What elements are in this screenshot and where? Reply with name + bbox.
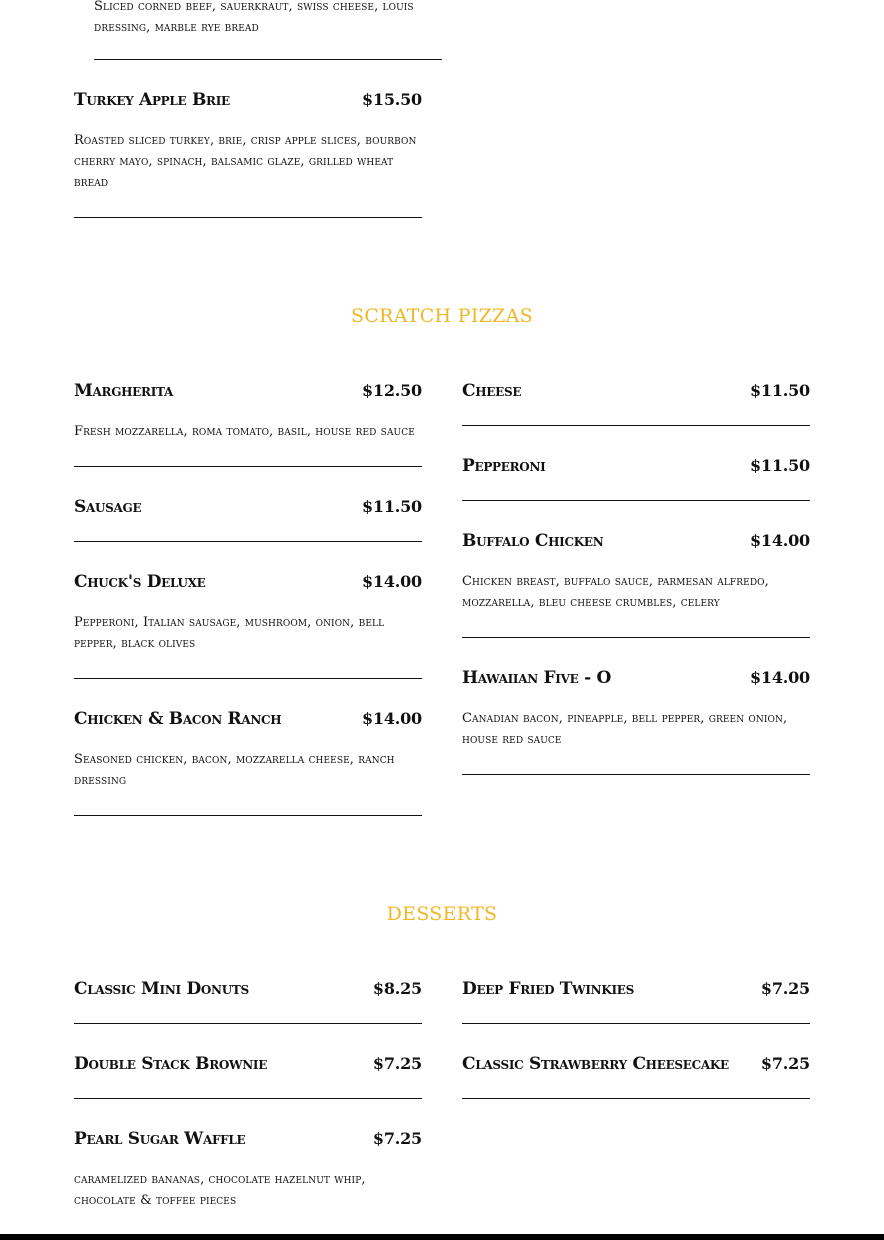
menu-item-classic-mini-donuts xyxy=(74,979,422,1003)
item-name: Pearl Sugar Waffle xyxy=(74,1129,246,1149)
item-divider xyxy=(74,466,422,467)
item-name: Classic Strawberry Cheesecake xyxy=(462,1054,729,1074)
item-divider xyxy=(74,1023,422,1024)
menu-item-cheese xyxy=(462,381,810,405)
menu-item-double-stack-brownie xyxy=(74,1054,422,1078)
item-price: $14.00 xyxy=(361,709,422,728)
menu-item-chicken-bacon-ranch xyxy=(74,709,422,791)
item-price: $8.25 xyxy=(372,979,422,998)
item-price: $7.25 xyxy=(372,1129,422,1148)
item-name: Deep Fried Twinkies xyxy=(462,979,634,999)
menu-item-classic-strawberry-cheesecake xyxy=(462,1054,810,1078)
footer-bar xyxy=(0,1234,884,1240)
item-price: $7.25 xyxy=(372,1054,422,1073)
menu-item-chucks-deluxe xyxy=(74,572,422,654)
item-divider xyxy=(462,1098,810,1099)
item-divider xyxy=(462,637,810,638)
item-price: $12.50 xyxy=(361,381,422,400)
item-description: Chicken breast, buffalo sauce, parmesan alfredo, mozzarella, bleu cheese crumbles, celery xyxy=(462,574,769,610)
item-price: $7.25 xyxy=(760,1054,810,1073)
item-divider xyxy=(74,217,422,218)
section-title-pizzas: SCRATCH PIZZAS xyxy=(351,305,533,327)
item-divider xyxy=(74,678,422,679)
section-title-desserts: DESSERTS xyxy=(386,903,498,925)
item-description: Seasoned chicken, bacon, mozzarella cheese, ranch dressing xyxy=(74,752,395,788)
item-description: caramelized bananas, chocolate hazelnut whip, chocolate & toffee pieces xyxy=(74,1172,366,1208)
item-description: Canadian bacon, pineapple, bell pepper, green onion, house red sauce xyxy=(462,711,788,747)
menu-item-hawaiian-five-o xyxy=(462,668,810,750)
item-name: Cheese xyxy=(462,381,522,401)
item-price: $14.00 xyxy=(361,572,422,591)
item-divider xyxy=(462,500,810,501)
menu-item-sausage xyxy=(74,497,422,521)
item-price: $11.50 xyxy=(361,497,422,516)
item-description: Fresh mozzarella, roma tomato, basil, house red sauce xyxy=(74,424,415,439)
item-divider xyxy=(462,425,810,426)
item-price: $15.50 xyxy=(361,90,422,109)
item-name: Buffalo Chicken xyxy=(462,531,604,551)
item-description: Roasted sliced turkey, brie, crisp apple slices, bourbon cherry mayo, spinach, balsamic glaze, grilled wheat bread xyxy=(74,133,417,190)
item-description: Pepperoni, Italian sausage, mushroom, onion, bell pepper, black olives xyxy=(74,615,385,651)
item-divider xyxy=(74,815,422,816)
menu-item-pearl-sugar-waffle xyxy=(74,1129,422,1211)
item-divider xyxy=(462,1023,810,1024)
item-price: $14.00 xyxy=(749,668,810,687)
menu-item-pepperoni xyxy=(462,456,810,480)
item-divider xyxy=(94,59,442,60)
item-name: Turkey Apple Brie xyxy=(74,90,230,110)
item-name: Chicken & Bacon Ranch xyxy=(74,709,282,729)
item-name: Chuck's Deluxe xyxy=(74,572,206,592)
menu-item-turkey-apple-brie xyxy=(74,90,422,193)
item-price: $11.50 xyxy=(749,456,810,475)
item-price: $14.00 xyxy=(749,531,810,550)
item-divider xyxy=(462,774,810,775)
menu-item-deep-fried-twinkies xyxy=(462,979,810,1003)
item-name: Hawaiian Five - O xyxy=(462,668,611,688)
item-price: $11.50 xyxy=(749,381,810,400)
menu-item-margherita xyxy=(74,381,422,442)
item-description: Sliced corned beef, sauerkraut, swiss cheese, louis dressing, marble rye bread xyxy=(94,0,414,35)
item-name: Double Stack Brownie xyxy=(74,1054,268,1074)
item-name: Margherita xyxy=(74,381,174,401)
item-divider xyxy=(74,1098,422,1099)
item-name: Classic Mini Donuts xyxy=(74,979,249,999)
menu-item-buffalo-chicken xyxy=(462,531,810,613)
item-divider xyxy=(74,541,422,542)
item-name: Pepperoni xyxy=(462,456,546,476)
menu-item-corned-beef xyxy=(94,0,439,38)
item-name: Sausage xyxy=(74,497,142,517)
item-price: $7.25 xyxy=(760,979,810,998)
